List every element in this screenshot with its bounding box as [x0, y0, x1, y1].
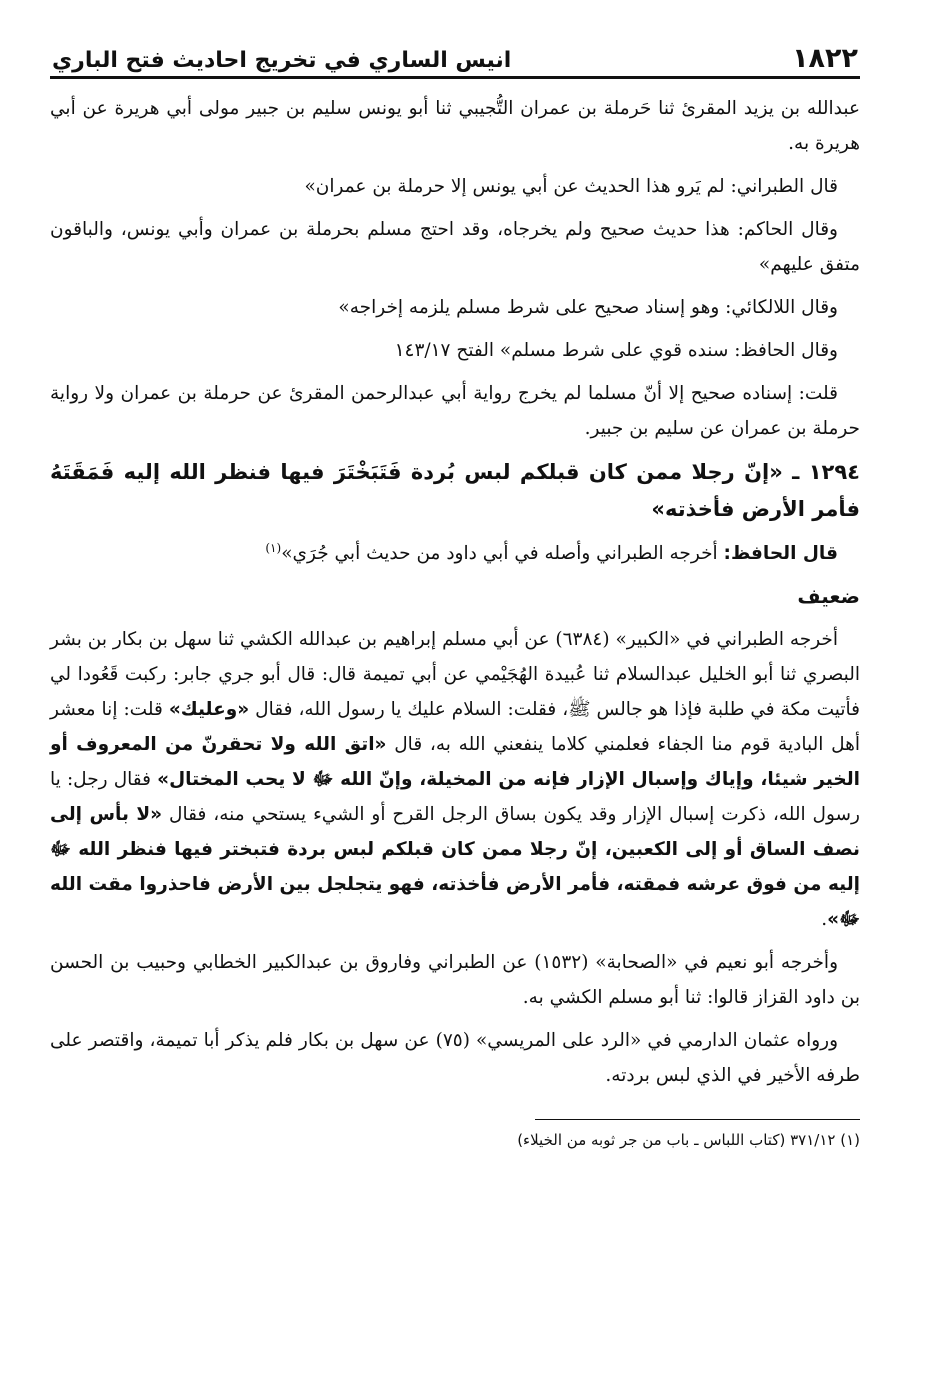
- page-header: [50, 30, 860, 79]
- hafidh-statement: [50, 536, 860, 571]
- paragraph-hafidh-quote: وقال الحافظ: سنده قوي على شرط مسلم» الفتح ١٤٣/١٧: [394, 340, 838, 361]
- running-title: انيس الساري في تخريج احاديث فتح الباري: [52, 48, 512, 73]
- hadith-grade: ضعيف: [797, 584, 860, 608]
- takhrij-bold-1: «وعليك»: [168, 699, 250, 720]
- paragraph-isnad: عبدالله بن يزيد المقرئ ثنا حَرملة بن عمران التُّجيبي ثنا أبو يونس سليم بن جبير مولى أبي هريرة عن أبي هريرة به.: [50, 98, 860, 154]
- takhrij-text-1: أخرجه الطبراني في «الكبير» (٦٣٨٤) عن أبي مسلم إبراهيم بن عبدالله الكشي ثنا سهل بن بكار بن بشر البصري ثنا أبو الخليل عبدالسلام ثنا عُبيدة الهُجَيْمي عن أبي تميمة قال: قال أبو جري جابر: ركبت قَعُودا لي فأتيت مكة في طلبة فإذا هو جالس ﷺ، فقلت: السلام عليك يا رسول الله، فقال: [50, 629, 860, 720]
- footnote: (١) ٣٧١/١٢ (كتاب اللباس ـ باب من جر ثوبه من الخيلاء): [517, 1131, 860, 1149]
- takhrij-text-4: .: [821, 909, 828, 930]
- takhrij-bold-3: «لا بأس إلى نصف الساق أو إلى الكعبين، إنّ رجلا ممن كان قبلكم لبس بردة فتبختر فيها فنظر الله ﷻ إليه من فوق عرشه فمقته، فأمر الأرض فأخذته، فهو يتجلجل بين الأرض فاحذروا مقت الله ﷻ»: [50, 804, 860, 930]
- takhrij-bold-2: «اتق الله ولا تحقرنّ من المعروف أو الخير شيئا، وإياك وإسبال الإزار فإنه من المخيلة، وإنّ الله ﷻ لا يحب المختال»: [50, 734, 860, 790]
- paragraph-author-comment: قلت: إسناده صحيح إلا أنّ مسلما لم يخرج رواية أبي عبدالرحمن المقرئ عن حرملة بن عمران ولا رواية حرملة بن عمران عن سليم بن جبير.: [50, 383, 860, 439]
- footnote-reference: (١): [265, 540, 282, 555]
- takhrij-text-3: فقال رجل: يا رسول الله، ذكرت إسبال الإزار وقد يكون بساق الرجل القرح أو الشيء يستحي منه، فقال: [50, 769, 860, 825]
- page-body: [50, 91, 860, 1093]
- page-number: ١٨٢٢: [792, 43, 858, 74]
- takhrij-paragraph: [50, 622, 860, 937]
- hafidh-label: قال الحافظ:: [723, 543, 838, 564]
- paragraph-tabarani-quote: قال الطبراني: لم يَرو هذا الحديث عن أبي يونس إلا حرملة بن عمران»: [304, 176, 838, 197]
- paragraph-lalakai-quote: وقال اللالكائي: وهو إسناد صحيح على شرط مسلم يلزمه إخراجه»: [338, 297, 838, 318]
- paragraph-abu-nuaym: وأخرجه أبو نعيم في «الصحابة» (١٥٣٢) عن الطبراني وفاروق بن عبدالكبير الخطابي وحبيب بن الحسن بن داود القزاز قالوا: ثنا أبو مسلم الكشي به.: [50, 952, 860, 1008]
- hadith-text: ١٢٩٤ ـ «إنّ رجلا ممن كان قبلكم لبس بُردة فَتَبَخْتَرَ فيها فنظر الله إليه فَمَقَتَهُ فأمر الأرض فأخذته»: [50, 460, 860, 521]
- page: [50, 30, 860, 1152]
- hafidh-text: أخرجه الطبراني وأصله في أبي داود من حديث أبي جُرَي»: [281, 543, 718, 564]
- takhrij-text-2: قلت: إنا معشر أهل البادية قوم منا الجفاء فعلمني كلاما ينفعني الله به، قال: [50, 699, 860, 755]
- paragraph-darimi: ورواه عثمان الدارمي في «الرد على المريسي» (٧٥) عن سهل بن بكار فلم يذكر أبا تميمة، واقتصر على طرفه الأخير في الذي لبس بردته.: [50, 1030, 860, 1086]
- footnote-divider: [535, 1119, 860, 1120]
- paragraph-hakim-quote: وقال الحاكم: هذا حديث صحيح ولم يخرجاه، وقد احتج مسلم بحرملة بن عمران وأبي يونس، والباقون متفق عليهم»: [50, 219, 860, 275]
